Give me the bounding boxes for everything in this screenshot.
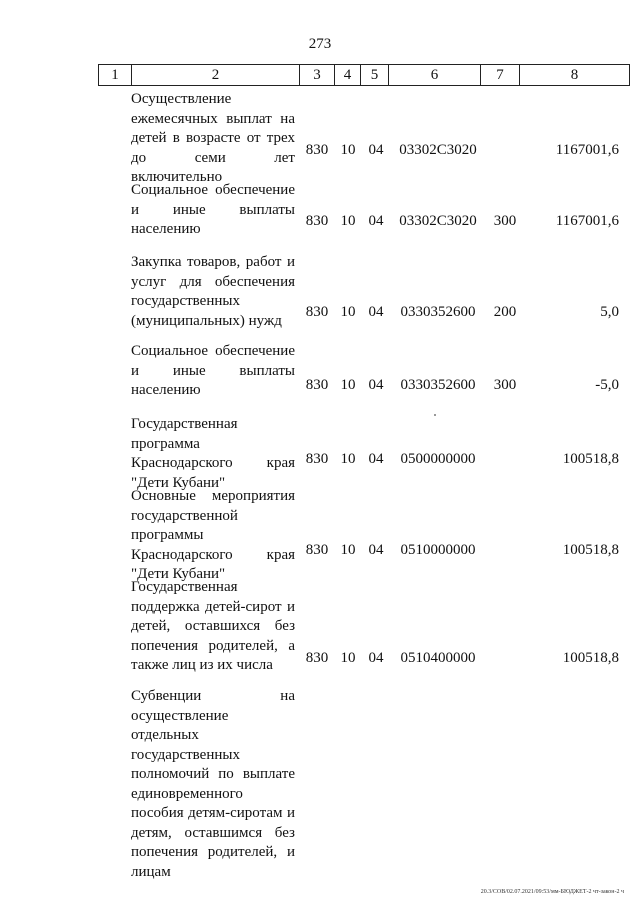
row-section: 10 [340, 304, 356, 320]
row-code-830: 830 [305, 451, 329, 467]
row-code-830: 830 [305, 213, 329, 229]
row-name: Субвенции на осуществление отдельных государственных полномочий по выплате единовременного пособия детям-сиротам и детям, оставшимся без попечения родителей, и лицам [131, 688, 295, 880]
row-subsection: 04 [368, 213, 384, 229]
row-subsection: 04 [368, 451, 384, 467]
row-name: Государственная программа Краснодарского края "Дети Кубани" [131, 416, 295, 491]
row-subsection: 04 [368, 304, 384, 320]
row-code-830: 830 [305, 650, 329, 666]
row-section: 10 [340, 542, 356, 558]
row-target-article: 0510400000 [400, 650, 476, 666]
header-col-4: 4 [335, 65, 361, 86]
row-expense-type: 200 [493, 304, 517, 320]
row-section: 10 [340, 213, 356, 229]
row-amount: 100518,8 [562, 542, 619, 558]
row-code-830: 830 [305, 377, 329, 393]
table-row [131, 90, 629, 185]
table-row [131, 253, 629, 331]
row-target-article: 0510000000 [400, 542, 476, 558]
row-code-830: 830 [305, 542, 329, 558]
table-row [131, 181, 629, 239]
header-row [99, 65, 630, 86]
row-subsection: 04 [368, 142, 384, 158]
row-name: Социальное обеспечение и иные выплаты населению [131, 182, 295, 237]
row-target-article: 0500000000 [400, 451, 476, 467]
row-subsection: 04 [368, 650, 384, 666]
row-expense-type: 300 [493, 213, 517, 229]
header-col-5: 5 [361, 65, 389, 86]
row-amount: 1167001,6 [555, 142, 619, 158]
page-number: 273 [308, 36, 332, 52]
table-row [131, 342, 629, 400]
row-expense-type: 300 [493, 377, 517, 393]
row-name: Основные мероприятия государственной программы Краснодарского края "Дети Кубани" [131, 488, 295, 582]
row-section: 10 [340, 650, 356, 666]
header-col-7: 7 [481, 65, 520, 86]
row-subsection: 04 [368, 377, 384, 393]
table-row [131, 487, 629, 582]
footer-document-id: 20.3/СОВ/02.07.2021/09:53/мм-БЮДЖЕТ-2 чт-закон-2 ч [480, 889, 624, 895]
row-code-830: 830 [305, 304, 329, 320]
header-col-2: 2 [132, 65, 300, 86]
row-name: Социальное обеспечение и иные выплаты населению [131, 343, 295, 398]
row-amount: 100518,8 [562, 650, 619, 666]
row-target-article: 0330352600 [400, 304, 476, 320]
header-col-8: 8 [520, 65, 630, 86]
header-col-1: 1 [99, 65, 132, 86]
row-subsection: 04 [368, 542, 384, 558]
row-amount: 5,0 [600, 304, 619, 320]
column-header-table [98, 64, 630, 86]
header-col-3: 3 [300, 65, 335, 86]
row-amount: 1167001,6 [555, 213, 619, 229]
row-name: Государственная поддержка детей-сирот и детей, оставшихся без попечения родителей, а также лиц из их числа [131, 579, 295, 673]
row-section: 10 [340, 142, 356, 158]
table-row [131, 578, 629, 676]
row-name: Закупка товаров, работ и услуг для обеспечения государственных (муниципальных) нужд [131, 254, 295, 329]
row-target-article: 0330352600 [400, 377, 476, 393]
row-section: 10 [340, 451, 356, 467]
row-amount: 100518,8 [562, 451, 619, 467]
row-target-article: 03302С3020 [399, 213, 477, 229]
row-amount: -5,0 [595, 377, 619, 393]
table-row [131, 415, 629, 491]
header-col-6: 6 [389, 65, 481, 86]
row-code-830: 830 [305, 142, 329, 158]
row-name: Осуществление ежемесячных выплат на детей в возрасте от трех до семи лет включительно [131, 91, 295, 185]
table-row [131, 687, 629, 880]
row-target-article: 03302С3020 [399, 142, 477, 158]
row-section: 10 [340, 377, 356, 393]
